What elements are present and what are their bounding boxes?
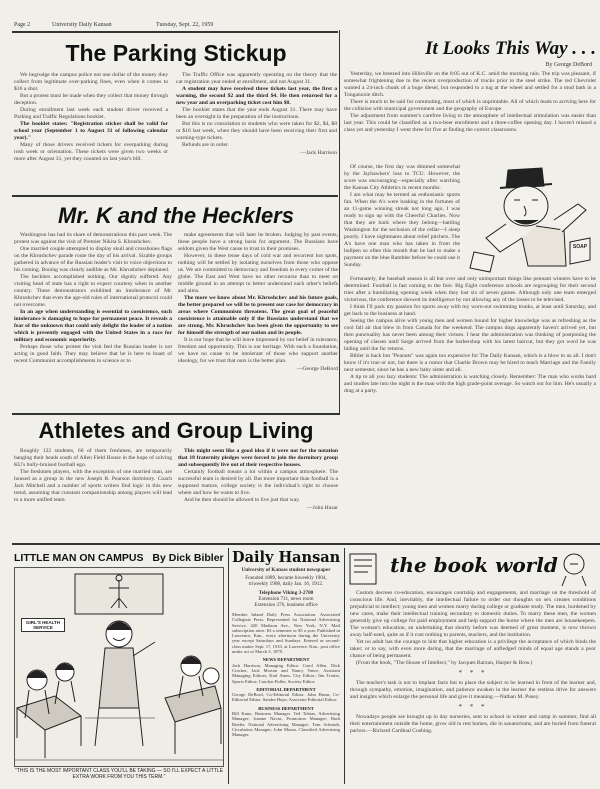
paragraph: A student may have received three tickets last year, the first a warning, the second $2 and the third $4. He then returned for a new year and an overparking ticket cost him $8. bbox=[176, 86, 337, 106]
masthead-bus-head: BUSINESS DEPARTMENT bbox=[258, 705, 314, 711]
paragraph: The Traffic Office was apparently operating on the theory that the car registration year ended at enrollment, and not August 31. bbox=[176, 72, 337, 85]
cartoon-sign: GIRL'S HEALTH SERVICE bbox=[21, 618, 65, 632]
cartoon-title: LITTLE MAN ON CAMPUS bbox=[14, 552, 144, 564]
masthead-member: Member Inland Daily Press Association. Associated Collegiate Press. Represented for National Advertising Service, 420 Madison Ave., New York, N.Y. Mail subscription rates: $3 a semester or $5 a year. Published in Lawrence, Kan., every afternoon during the University year except Saturdays and Sundays. Entered as second-class matter Sept. 17, 1910, at Lawrence, Kan., post office under act of March 3, 1879. bbox=[232, 612, 340, 655]
section-rule bbox=[12, 195, 338, 197]
column-divider bbox=[339, 30, 340, 413]
masthead-info bbox=[232, 567, 340, 608]
paragraph: Seeing the campus alive with young men and women bound for higher knowledge was as refreshing as the cool fall air that blew in from Canada for the weekend. The campus dogs apparently haven't arrived yet, but then punctuality has never been among their virtues. I hear the administration was thinking of postponing the opening of classes until Sarge arrived from the barbershop with his latest haircut, but they got word he was hiding until the fur returns. bbox=[344, 318, 596, 352]
paragraph: Certainly football means a lot within a campus atmosphere. The successful team is desired by all. But more important than football is a supposed mature, college society is the individual's right to choose where and how he wants to live. bbox=[178, 469, 338, 496]
paragraph: Perhaps those who protest the visit feel the Russian leader is not acting in good faith. They may believe that he is here to boast of recent Communist accomplishments in science or to bbox=[14, 344, 172, 364]
masthead-bus: Bill Kunz, Business Manager. Ted Tobias, Advertising Manager; Joanne Navas, Promotion Manager; Ruth Rieder, National Advertising Manager; Tom Schmidt, Circulation Manager; John Massa, Classified Advertising Manager. bbox=[232, 711, 340, 738]
soap-label: SOAP bbox=[572, 244, 588, 250]
paragraph: Many of those drivers received tickets for overparking during rush week or orientation. These tickets were given two weeks or more after August 31, yet they counted on last year's bill. bbox=[14, 142, 168, 162]
way-illustration bbox=[466, 160, 596, 276]
paragraph: During enrollment last week each student driver received a Parking and Traffic Regulations booklet. bbox=[14, 107, 168, 120]
caricature-drawing bbox=[466, 160, 596, 276]
paragraph: The adjustment from summer's carefree living to the atmosphere of intellectual stimulation was easier than last year. This could be classified as a two-beer enrollment and a three-coffee opening day. I haven't missed a class yet and yesterday I went three for five at finding the correct classrooms. bbox=[344, 113, 596, 133]
masthead-ed: George DeBord, Co-Editorial Editor. John Husar, Co-Editorial Editor. Sandra Hayn, Associate Editorial Editor. bbox=[232, 692, 340, 703]
masthead-phone: Telephone Viking 3-2700 bbox=[258, 589, 314, 596]
paragraph: I am what may be termed an enthusiastic sports fan. When the A's were basking in the fortunes of an 11-game winning streak not long ago, I was ready to sign up with the Cheerful Charlies. Now that they are back where they belong—battling Washington for the seclusion of the cellar—I sleep poorly. I have nightmares about relief pitchers. The A's have one man who has taken in from the bullpen so often this month that he had to make a payment on the blue Rambler before he could use it Sunday. bbox=[344, 192, 460, 268]
column-divider bbox=[344, 548, 345, 784]
cartoon-panel bbox=[14, 567, 224, 767]
signature: —Jack Harrison bbox=[300, 150, 337, 156]
mrk-col-1 bbox=[14, 232, 172, 409]
paragraph: The hecklers accomplished nothing. Our dignity suffered. Any visiting head of state has a right to expect courtesy when in another country. These demonstrators exhibited an intolerance of Mr. Khrushchev that even the age-old rules of international protocol could not overcome. bbox=[14, 274, 172, 308]
paragraph: Washington has had its share of demonstrations this past week. The protest was against the visit of Premier Nikita S. Khrushchev. bbox=[14, 232, 172, 245]
way-col-top bbox=[344, 71, 596, 164]
paragraph: A tip to all you lazy students: The administration is watching closely. Remember: The man who works hard and studies late into the night is the man with the high grade-point average. So watch out for him. He's usually a drag at a party. bbox=[344, 374, 596, 394]
paragraph: The more we know about Mr. Khrushchev and his future goals, the better prepared we will be to present our case for democracy in areas where Communism threatens. The great goal of peaceful coexistence is attainable only if the Russians understand that we are strong. Mr. Khrushchev has been given the opportunity to see for himself the strength of our nation and its people. bbox=[178, 295, 338, 336]
paragraph: The booklet states that the year ends August 31. There may have been an oversight in the preparation of the instructions. bbox=[176, 107, 337, 120]
masthead-news-head: NEWS DEPARTMENT bbox=[262, 657, 310, 663]
paragraph: Yet no adult has the courage to hint that higher education is a privilege the acceptance of which binds the taker; or to say, with even more daring, that the marriage of unfledged minds of equal age stands a poor chance of being permanent. bbox=[350, 639, 596, 659]
column-divider bbox=[228, 548, 229, 784]
paragraph: However, in these tense days of cold war and recurrent hot spots, nothing will be settled by isolating ourselves from those who oppose us. We are committed to democracy and freedom in every corner of the globe. The East and West have no other recourse than to meet on middle ground in an attempt to better understand each other's beliefs and aims. bbox=[178, 253, 338, 294]
paragraph: And he then should be allowed to live just that way. bbox=[184, 497, 300, 503]
page-number: Page 2 bbox=[14, 22, 31, 28]
paragraph: We begrudge the campus police not one dollar of the money they collect from legitimate over-parking fines, even when it comes to $16 a shot. bbox=[14, 72, 168, 92]
separator-stars: * * * bbox=[458, 669, 488, 677]
issue-date: Tuesday, Sept. 22, 1959 bbox=[156, 22, 214, 28]
masthead-line: triweekly 1908, daily Jan. 16, 1912. bbox=[248, 581, 324, 588]
paragraph: Nowadays people are brought up in day nurseries, sent to school in winter and camp in summer, find all their entertainment outside the home, grow old in rest homes, die in sanatoriums, and are buried from funeral parlors.—Richard Cardinal Cushing. bbox=[350, 714, 596, 734]
cartoon-header bbox=[14, 552, 224, 565]
paragraph: Fortunately, the baseball season is all but over and only unimportant things like pennant winners have to be determined. Football is fast coming to the fore. Big Eight conference schools are regrouping for their second tries after a humiliating opening week when they lost six of seven games. Although only one team emerged victorious, the conference showed its intelligence by not allowing any of the losses to be televised. bbox=[344, 276, 596, 303]
masthead-ed-head: EDITORIAL DEPARTMENT bbox=[256, 686, 316, 692]
paragraph: (From the book, "The House of Intellect," by Jacques Barzun, Harper & Bros.) bbox=[356, 660, 533, 666]
parking-headline: The Parking Stickup bbox=[65, 40, 287, 66]
masthead-news: Jack Harrison, Managing Editor. Carol Allen, Dick Crocker, Jack Morton and Nancy Vance, Assistant Managing Editors; Karl Ames, City Editor; Jim Trotter, Sports Editor; Carolyn Fuller, Society Editor. bbox=[232, 662, 340, 684]
way-byline: By George DeBord bbox=[545, 62, 592, 68]
paragraph: Yesterday, we breezed into Hillsville on the 8:05 out of K.C. amid the morning rain. The trip was pleasant, if somewhat frightening due to the recent overproduction of trucks prior to the steel strike. The red Chevrolet wanted a 24-inch chunk of a huge diesel, but responded to a tug at the wheel and settled for a mud bath in a Tonganoxie ditch. bbox=[344, 71, 596, 98]
mrk-headline: Mr. K and the Hecklers bbox=[58, 203, 294, 228]
paragraph: It is our hope that he will leave impressed by our belief in tolerance, freedom and opportunity. This is our heritage. With such a foundation, we have no cause to be intolerant of those who support another ideology, for we trust that ours is the better plan. bbox=[178, 337, 338, 364]
athletes-headline: Athletes and Group Living bbox=[38, 418, 314, 443]
paragraph: One married couple attempted to display skull and crossbones flags on the Khrushchev parade route the day of his arrival. Sizable groups gathered in advance of the Russian leader's visit to voice objections to his coming. Booing was clearly audible as Mr. Khrushchev deplaned. bbox=[14, 246, 172, 273]
way-col-narrow bbox=[344, 164, 460, 276]
paragraph: This might seem like a good idea if it were not for the notation that 18 fraternity pledges were forced to join the dormitory group and subsequently live out of their respective houses. bbox=[178, 448, 338, 468]
paper-name: University Daily Kansan bbox=[52, 22, 112, 28]
separator-stars: * * * bbox=[458, 703, 488, 711]
cartoon-byline: By Dick Bibler bbox=[152, 552, 224, 564]
masthead-ext: Extension 376, business office bbox=[254, 602, 318, 609]
paragraph: The teacher's task is not to implant facts but to place the subject to be learned in front of the learner and, through sympathy, emotion, imagination, and patience awaken in the learner the restless drive for answers and insights which enlarge the personal life and give it meaning.—Nathan M. Pusey. bbox=[350, 680, 596, 700]
signature: —John Husar bbox=[307, 505, 338, 511]
masthead-line: Founded 1889, became biweekly 1904, bbox=[245, 575, 327, 582]
way-headline: It Looks This Way . . . bbox=[425, 38, 596, 59]
cartoon-caption: "THIS IS THE MOST IMPORTANT CLASS YOU'LL BE TAKING — SO I'LL EXPECT A LITTLE EXTRA WORK FROM YOU THIS TERM." bbox=[15, 768, 223, 780]
cartoon-drawing bbox=[15, 568, 223, 766]
folio-rule bbox=[12, 31, 338, 33]
book-world-text bbox=[350, 590, 596, 786]
section-rule bbox=[12, 543, 600, 545]
paragraph: The booklet states: "Registration sticker shall be valid for school year (September 1 to August 31 of following calendar year)." bbox=[14, 121, 168, 141]
paragraph: Refunds are in order. bbox=[182, 142, 229, 148]
paragraph: But a protest must be made when they collect that money through deception. bbox=[14, 93, 168, 106]
masthead-staff bbox=[232, 612, 340, 788]
masthead-sub: University of Kansas student newspaper bbox=[241, 567, 331, 573]
paragraph: Roughly 122 students, 60 of them freshmen, are temporarily banging their heads south of Allen Field House in the hope of solving KU's bully-bruised football ego. bbox=[14, 448, 172, 468]
mrk-col-2 bbox=[178, 232, 338, 409]
parking-col-2 bbox=[176, 72, 337, 193]
book-world-title: the book world bbox=[390, 553, 558, 577]
paragraph: Bibler is back but "Peanuts" was again too expensive for The Daily Kansan, which is a blow to us all. I don't know if it's true or not, but there is a rumor that Charlie Brown may be hired to teach Marriage and the Family next semester, since he has a new baby sister and all. bbox=[344, 353, 596, 373]
athletes-col-2 bbox=[178, 448, 338, 544]
masthead-ext: Extension 711, news room bbox=[258, 595, 314, 602]
signature: —George DeBord bbox=[296, 366, 338, 372]
paragraph: The freshmen players, with the exception of one married man, are housed as a group in the new Joseph R. Pearson dormitory. Coach Jack Mitchell and a number of sports writers find logic in this new trend, assuming that constant companionship among players will lead to a more unified team. bbox=[14, 469, 172, 503]
way-col-bottom bbox=[344, 276, 596, 508]
section-rule bbox=[12, 413, 340, 415]
paragraph: Custom decrees co-education, encourages courtship and engagements, and marriage on the threshold of conscious life. And, inevitably, the intellectual failure to order our thoughts on sex creates conditions prejudicial to intellect; young men and women marry during college or graduate study. The men, burdened by new cares, make their intellectual training secondary to domestic duties. To marry these men, the women generally give up college for paid employment and help support the home where the men are housekeepers. The woman's education, an undertaking that shortly before was deemed of great moment, is now thrown away half-used, quite as if it cost nothing to parents, teachers, and the institution. bbox=[350, 590, 596, 638]
masthead-name: Daily Hansan bbox=[232, 549, 340, 565]
paragraph: I think I'll pack my passion for sports away with my worn-out swimming trunks, at least until Saturday, and get back to the business at hand. bbox=[344, 304, 596, 317]
paragraph: make agreements that will later be broken. Judging by past events, these people have a strong basis for argument. The Russians have seldom given the West cause to trust in their promises. bbox=[178, 232, 338, 252]
athletes-col-1 bbox=[14, 448, 172, 544]
book-world-banner bbox=[348, 548, 596, 588]
paragraph: Of course, the first day was dimmed somewhat by the Jayhawkers' loss to TCU. However, the score was encouraging—especially after watching the Kansas City Athletics in recent months. bbox=[344, 164, 460, 191]
paragraph: But this is no consolation to students who were taken for $2, $4, $8 or $16 last week, when they should have been receiving their first and warning-type tickets. bbox=[176, 121, 337, 141]
paragraph: There is much to be said for commuting, most of which is unprintable. All of which leads to arriving here for the collision with municipal government and the geography of Europe. bbox=[344, 99, 596, 112]
parking-col-1 bbox=[14, 72, 168, 187]
paragraph: In an age when understanding is essential to coexistence, such intolerance is damaging to hope for permanent peace. It reveals a fear of the unknown that could only delight the leader of a nation which is presently engaged with the United States in a race for military and economic superiority. bbox=[14, 309, 172, 343]
